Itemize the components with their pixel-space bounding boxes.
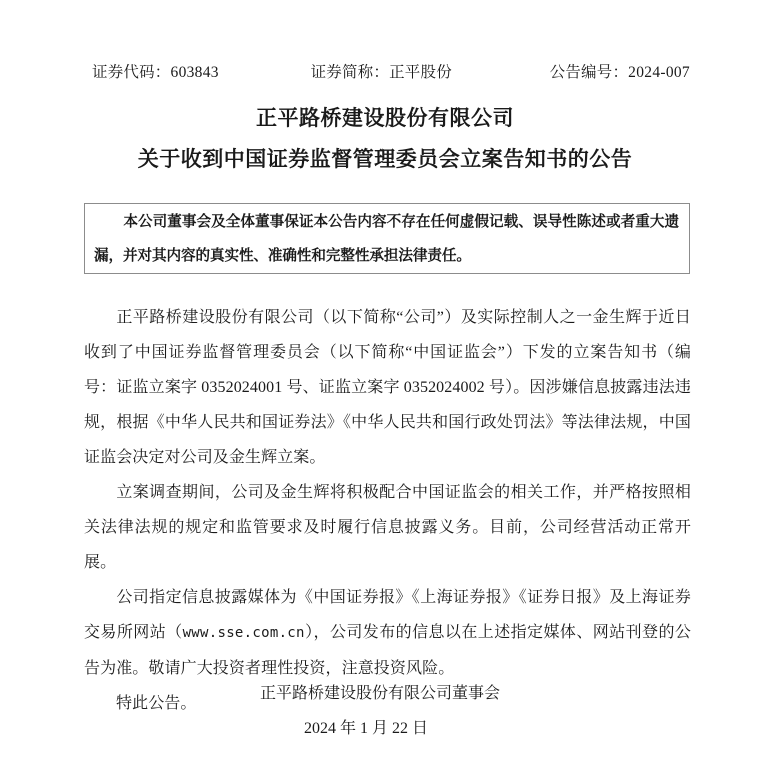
security-abbr-label: 证券简称：: [310, 64, 390, 81]
body-paragraph-3: [84, 580, 691, 686]
announcement-no-label: 公告编号：: [549, 64, 629, 81]
body-paragraph-1: [84, 300, 691, 475]
announcement-subject-title: 关于收到中国证券监督管理委员会立案告知书的公告: [137, 147, 633, 171]
paragraph-1-text: 正平路桥建设股份有限公司（以下简称“公司”）及实际控制人之一金生辉于近日收到了中国证券监督管理委员会（以下简称“中国证监会”）下发的立案告知书（编号：证监立案字 0352024001 号、证监立案字 0352024002 号）。因涉嫌信息披露违法违规，根据《中华人民共和国证券法》《中华人民共和国行政处罚法》等法律法规，中国证监会决定对公司及金生辉立案。: [84, 309, 691, 466]
disclaimer-body: 本公司董事会及全体董事保证本公告内容不存在任何虚假记载、误导性陈述或者重大遗漏，并对其内容的真实性、准确性和完整性承担法律责任。: [94, 213, 679, 264]
disclaimer-text: [85, 204, 689, 273]
company-name-title: 正平路桥建设股份有限公司: [256, 106, 514, 130]
announcement-number: [550, 60, 690, 82]
paragraph-3-text-part2: ），公司发布的信息以在上述指定媒体、网站刊登的公告为准。敬请广大投资者理性投资，注意投资风险。: [84, 624, 691, 677]
announcement-no-value: 2024-007: [628, 64, 690, 81]
security-code: [92, 60, 219, 82]
security-abbreviation: [311, 60, 452, 82]
page-title: [0, 103, 770, 174]
document-body: [84, 300, 691, 721]
security-abbr-value: 正平股份: [389, 64, 452, 81]
signature-company: 正平路桥建设股份有限公司董事会: [259, 685, 500, 702]
paragraph-3-text-part1: 公司指定信息披露媒体为《中国证券报》《上海证券报》《证券日报》及上海证券交易所网站（: [84, 589, 691, 641]
signature-block: [84, 676, 690, 746]
disclaimer-box: [84, 203, 690, 274]
security-code-value: 603843: [170, 64, 219, 81]
security-code-label: 证券代码：: [92, 64, 171, 81]
paragraph-4-text: 特此公告。: [116, 695, 197, 712]
body-paragraph-2: [84, 475, 691, 580]
signature-date: 2024 年 1 月 22 日: [303, 720, 428, 737]
document-header: [84, 60, 690, 82]
paragraph-2-text: 立案调查期间，公司及金生辉将积极配合中国证监会的相关工作，并严格按照相关法律法规的规定和监管要求及时履行信息披露义务。目前，公司经营活动正常开展。: [84, 484, 691, 571]
sse-website-url: www.sse.com.cn: [182, 625, 305, 641]
